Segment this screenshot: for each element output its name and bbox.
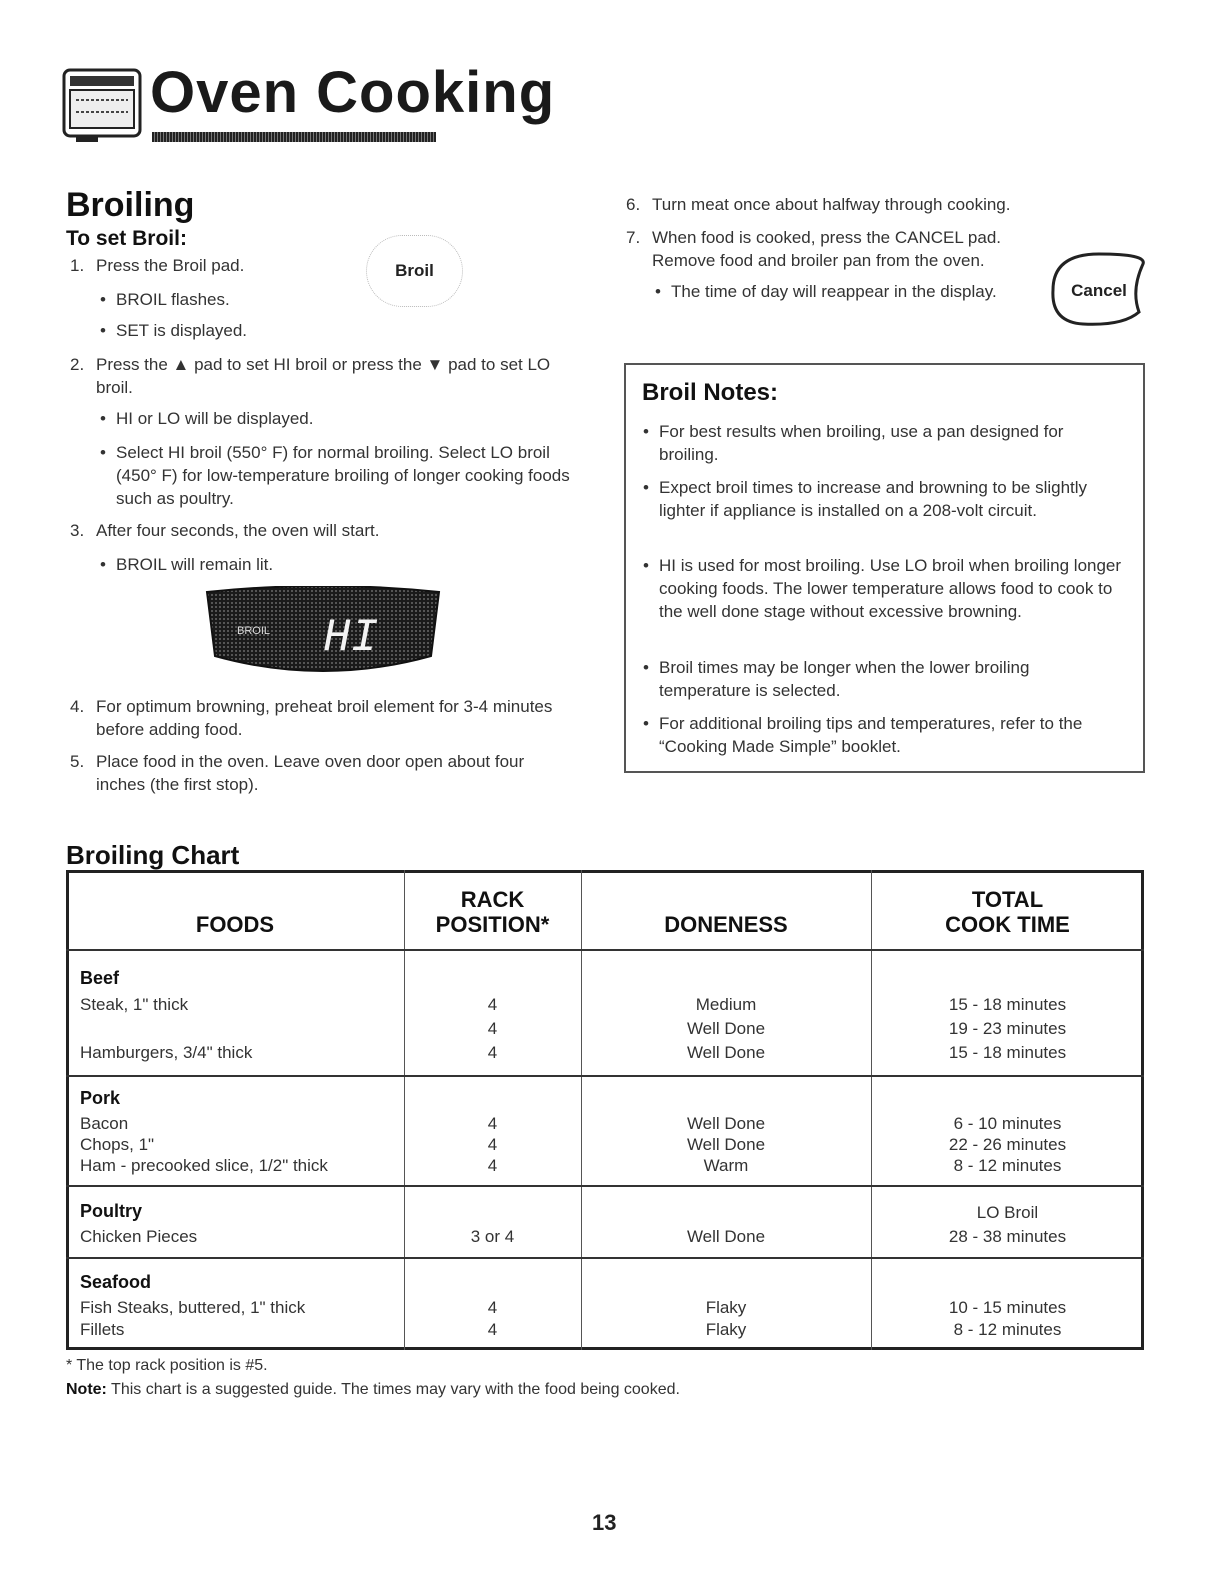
- time-cell: 15 - 18 minutes: [948, 1043, 1067, 1062]
- row-divider: [66, 1185, 1144, 1187]
- doneness-cell: Well Done: [686, 1019, 766, 1038]
- doneness-cell: Flaky: [705, 1320, 747, 1339]
- note-item: • HI is used for most broiling. Use LO broil when broiling longer cooking foods. The lower temperature allows food to cook to the well done stage without excessive browning.: [659, 554, 1134, 623]
- step-text: When food is cooked, press the CANCEL pad. Remove food and broiler pan from the oven.: [652, 228, 1001, 270]
- step-text: After four seconds, the oven will start.: [96, 521, 380, 540]
- broiling-chart-table: [66, 870, 1144, 1350]
- step-number: 3.: [70, 521, 85, 540]
- column-divider: [404, 870, 405, 1350]
- cancel-pad-button[interactable]: [1043, 250, 1156, 328]
- time-cell: 6 - 10 minutes: [953, 1114, 1062, 1133]
- category-poultry: Poultry: [80, 1201, 143, 1221]
- row-divider: [66, 1075, 1144, 1077]
- time-cell: 10 - 15 minutes: [948, 1298, 1067, 1317]
- time-cell: 22 - 26 minutes: [948, 1135, 1067, 1154]
- rack-cell: 3 or 4: [470, 1227, 515, 1246]
- broiling-chart-title: Broiling Chart: [66, 840, 240, 870]
- food-cell: Chops, 1": [80, 1135, 155, 1154]
- doneness-cell: Well Done: [686, 1043, 766, 1062]
- doneness-cell: Warm: [703, 1156, 749, 1175]
- section-title-broiling: Broiling: [66, 186, 195, 224]
- rack-cell: 4: [487, 1320, 498, 1339]
- doneness-cell: Well Done: [686, 1114, 766, 1133]
- food-cell: Fillets: [80, 1320, 125, 1339]
- food-cell: Hamburgers, 3/4" thick: [80, 1043, 253, 1062]
- step-bullet: • BROIL will remain lit.: [116, 553, 273, 576]
- category-beef: Beef: [80, 968, 120, 988]
- subsection-title-set-broil: To set Broil:: [66, 227, 187, 250]
- step-text: For optimum browning, preheat broil element for 3-4 minutes before adding food.: [96, 697, 553, 739]
- time-cell: 8 - 12 minutes: [953, 1156, 1062, 1175]
- step-bullet: • The time of day will reappear in the display.: [671, 280, 1001, 303]
- column-header-rack: RACK: [460, 887, 525, 912]
- oven-display-panel: [203, 586, 443, 678]
- cancel-pad-label: Cancel: [1071, 281, 1127, 300]
- column-divider: [871, 870, 872, 1350]
- oven-icon: [62, 68, 142, 144]
- column-divider: [581, 870, 582, 1350]
- step-bullet: • SET is displayed.: [116, 319, 247, 342]
- step-text: Press the Broil pad.: [96, 256, 245, 275]
- broil-pad-button[interactable]: Broil: [366, 235, 463, 307]
- column-header-foods: FOODS: [195, 912, 275, 937]
- category-seafood: Seafood: [80, 1272, 152, 1292]
- page-number: 13: [592, 1510, 617, 1535]
- row-divider: [66, 949, 1144, 951]
- page-header-title: Oven Cooking: [150, 60, 556, 125]
- column-header-rack-position: POSITION*: [435, 912, 550, 937]
- step-text: Place food in the oven. Leave oven door open about four inches (the first stop).: [96, 752, 525, 794]
- step-number: 4.: [70, 697, 85, 716]
- food-cell: Steak, 1" thick: [80, 995, 189, 1014]
- note-label: Note:: [66, 1381, 107, 1398]
- header-rule: [152, 132, 436, 142]
- rack-cell: 4: [487, 1043, 498, 1062]
- broil-notes-title: Broil Notes:: [642, 379, 779, 406]
- note-item: • For additional broiling tips and temperatures, refer to the “Cooking Made Simple” booklet.: [659, 712, 1139, 758]
- rack-cell: 4: [487, 1156, 498, 1175]
- doneness-cell: Well Done: [686, 1135, 766, 1154]
- note-item: • Broil times may be longer when the lower broiling temperature is selected.: [659, 656, 1109, 702]
- chart-note: [66, 1381, 680, 1399]
- step-number: 7.: [626, 228, 641, 247]
- time-note-cell: LO Broil: [976, 1203, 1039, 1222]
- row-divider: [66, 1257, 1144, 1259]
- doneness-cell: Flaky: [705, 1298, 747, 1317]
- rack-cell: 4: [487, 1019, 498, 1038]
- time-cell: 15 - 18 minutes: [948, 995, 1067, 1014]
- step-number: 1.: [70, 256, 85, 275]
- step-bullet: • HI or LO will be displayed.: [116, 407, 556, 430]
- doneness-cell: Medium: [695, 995, 757, 1014]
- step-text: Turn meat once about halfway through cooking.: [652, 195, 1011, 214]
- note-item: • Expect broil times to increase and browning to be slightly lighter if appliance is installed on a 208-volt circuit.: [659, 476, 1109, 522]
- rack-cell: 4: [487, 1135, 498, 1154]
- display-mode-label: BROIL: [237, 625, 271, 637]
- chart-footnote: * The top rack position is #5.: [66, 1357, 268, 1374]
- note-text: This chart is a suggested guide. The times may vary with the food being cooked.: [111, 1381, 680, 1398]
- food-cell: Ham - precooked slice, 1/2" thick: [80, 1156, 328, 1175]
- display-readout: HI: [323, 612, 379, 664]
- food-cell: Chicken Pieces: [80, 1227, 198, 1246]
- step-text: Press the ▲ pad to set HI broil or press the ▼ pad to set LO broil.: [96, 355, 551, 397]
- step-bullet: • BROIL flashes.: [116, 288, 230, 311]
- rack-cell: 4: [487, 1114, 498, 1133]
- step-bullet: • Select HI broil (550° F) for normal broiling. Select LO broil (450° F) for low-temperature broiling of longer cooking foods such as poultry.: [116, 441, 576, 510]
- column-header-total: TOTAL: [971, 887, 1044, 912]
- time-cell: 28 - 38 minutes: [948, 1227, 1067, 1246]
- doneness-cell: Well Done: [686, 1227, 766, 1246]
- column-header-doneness: DONENESS: [664, 912, 788, 937]
- rack-cell: 4: [487, 995, 498, 1014]
- note-item: • For best results when broiling, use a pan designed for broiling.: [659, 420, 1119, 466]
- rack-cell: 4: [487, 1298, 498, 1317]
- step-number: 2.: [70, 355, 85, 374]
- category-pork: Pork: [80, 1088, 121, 1108]
- food-cell: Bacon: [80, 1114, 129, 1133]
- food-cell: Fish Steaks, buttered, 1" thick: [80, 1298, 306, 1317]
- step-number: 5.: [70, 752, 85, 771]
- time-cell: 19 - 23 minutes: [948, 1019, 1067, 1038]
- time-cell: 8 - 12 minutes: [953, 1320, 1062, 1339]
- step-number: 6.: [626, 195, 641, 214]
- column-header-cook-time: COOK TIME: [945, 912, 1070, 937]
